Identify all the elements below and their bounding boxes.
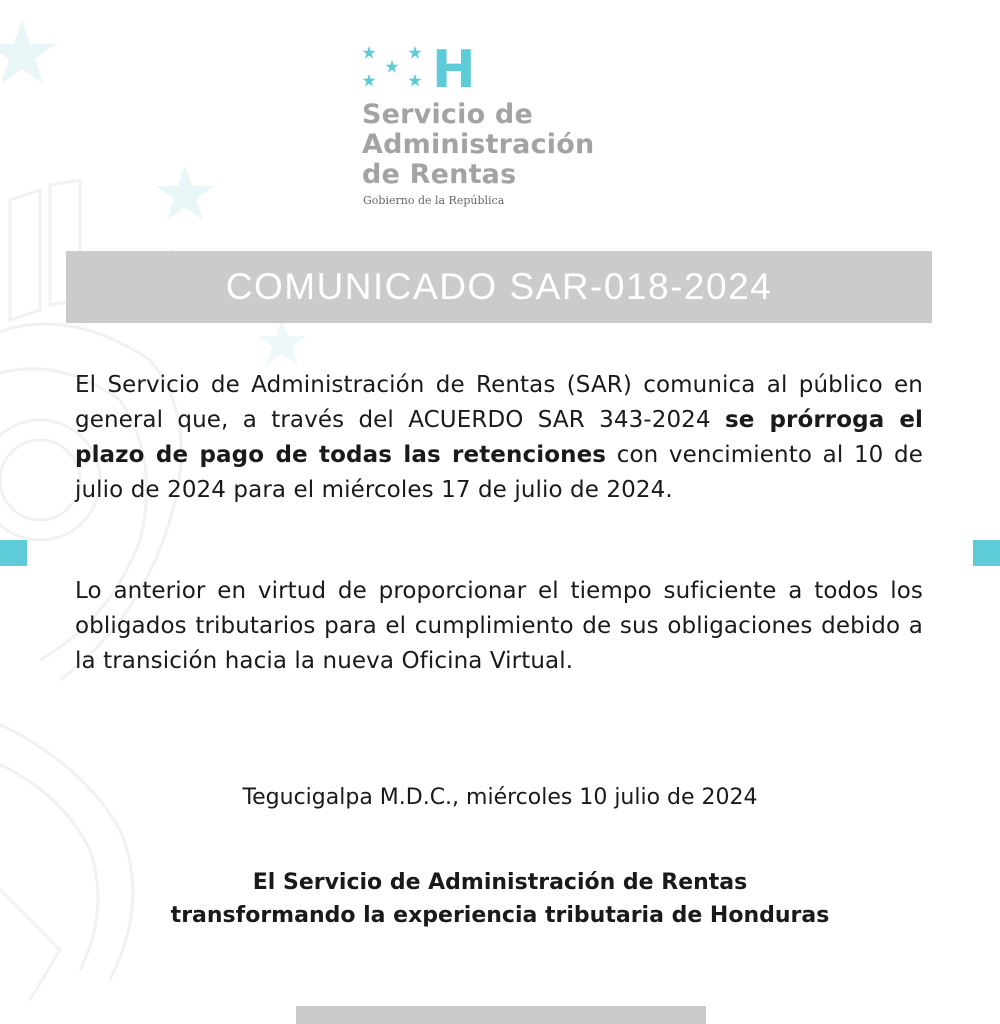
- right-accent-tab: [973, 540, 1000, 566]
- paragraph-emphasis: se prórroga el plazo de pago de todas las retenciones: [75, 407, 923, 468]
- org-name-line: Administración: [362, 129, 595, 160]
- body-paragraph-2: Lo anterior en virtud de proporcionar el tiempo suficiente a todos los obligados tributarios para el cumplimiento de sus obligaciones debido a la transición hacia la nueva Oficina Virtual.: [75, 578, 923, 674]
- paragraph-lead: El Servicio de Administración de Rentas (SAR) comunica al público en general que, a través del ACUERDO SAR 343-2024: [75, 372, 923, 433]
- paragraph-tail: con vencimiento al 10 de julio de 2024 para el miércoles 17 de julio de 2024.: [75, 442, 924, 503]
- org-name-line: de Rentas: [362, 159, 517, 190]
- title-banner: [66, 251, 932, 323]
- page-title: COMUNICADO SAR-018-2024: [225, 266, 773, 307]
- closing-line: El Servicio de Administración de Rentas: [252, 870, 748, 895]
- logo-letter: H: [432, 42, 476, 90]
- dateline: Tegucigalpa M.D.C., miércoles 10 julio de 2024: [242, 785, 758, 810]
- closing-line: transformando la experiencia tributaria de Honduras: [170, 903, 830, 928]
- logo-mark: [362, 42, 482, 90]
- org-name-line: Servicio de: [362, 99, 533, 130]
- bottom-bar: [296, 1006, 706, 1024]
- body-paragraph-1: [75, 368, 923, 508]
- logo-star-icon: [362, 46, 421, 87]
- sar-logo: [362, 42, 662, 217]
- left-accent-tab: [0, 540, 27, 566]
- org-name: [362, 100, 594, 190]
- closing-slogan: [0, 866, 1000, 932]
- org-subtitle: Gobierno de la República: [363, 194, 505, 207]
